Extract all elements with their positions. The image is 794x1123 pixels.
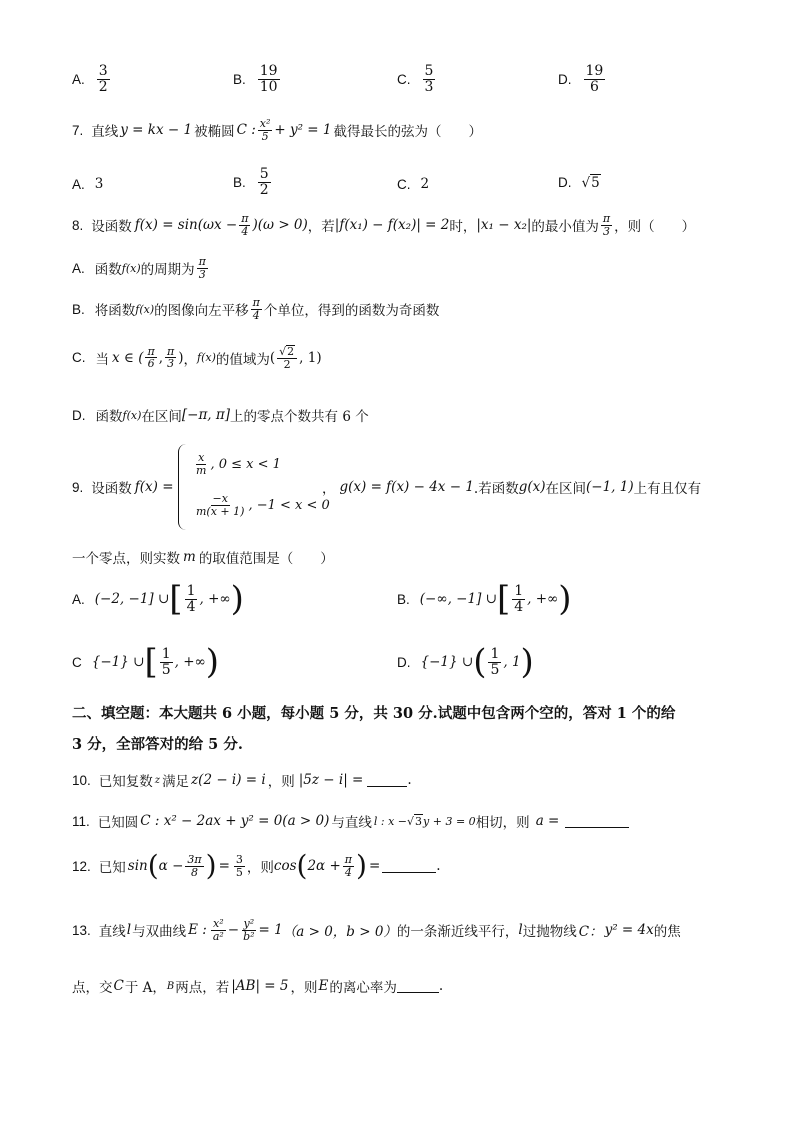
- bracket-left: [: [169, 579, 183, 619]
- fraction: $\frac{1}{4}$: [514, 582, 524, 615]
- q6-option-d[interactable]: [558, 64, 607, 94]
- fraction: $\frac{5}{3}$: [424, 63, 434, 95]
- answer-blank[interactable]: [397, 980, 439, 993]
- bracket-right: ): [558, 579, 572, 619]
- bracket-right: ): [205, 642, 220, 682]
- q9-option-b[interactable]: B. (−∞, −1] ∪ [ $\frac{1}{4}$ , +∞ ): [397, 579, 572, 619]
- q7-option-a[interactable]: A. 3: [72, 176, 104, 192]
- fraction: $\frac{3}{5}$: [235, 852, 243, 879]
- fraction: $\frac{1}{5}$: [490, 645, 500, 678]
- question-13-line1: 13. 直线 l 与双曲线 E : $\frac{\text{x²}}{\text{a²}}$ − $\frac{\text{y²}}{\text{b²}}$ = 1 （a > 0，b > 0） 的一条渐近线平行， l 过抛物线 C： y² = 4x 的焦: [72, 917, 681, 943]
- question-12: 12. 已知 sin ( α − $\frac{3\pi}{8}$ ) = $\frac{3}{5}$ ，则 cos ( 2α + $\frac{\pi}{4}$ ) = .: [72, 849, 441, 882]
- sqrt-symbol: √ 5: [581, 175, 600, 191]
- answer-blank[interactable]: [565, 815, 629, 828]
- q6-option-a[interactable]: [72, 64, 112, 94]
- sqrt-symbol: √ 2: [279, 345, 295, 358]
- fraction: $\frac{\pi}{3}$: [602, 212, 611, 238]
- fraction: √ 2 2: [277, 345, 297, 370]
- question-7: 7. 直线 y = kx − 1 被椭圆 C : $\frac{\text{x²}}{5}$ + y² = 1 截得最长的弦为（ ）: [72, 117, 482, 143]
- option-label: D.: [558, 71, 572, 87]
- question-10: 10. 已知复数 z 满足 z(2 − i) = i ，则 |5z − i| = .: [72, 772, 412, 790]
- section-2-heading-line1: 二、填空题：本大题共 6 小题，每小题 5 分，共 30 分.试题中包含两个空的，答对 1 个的给: [72, 705, 676, 722]
- question-9-line1-rest: ， g(x) = f(x) − 4x − 1 .若函数 g(x) 在区间 (−1, 1) 上有且仅有: [322, 479, 702, 497]
- q9-option-a[interactable]: A. (−2, −1] ∪ [ $\frac{1}{4}$ , +∞ ): [72, 579, 244, 619]
- q9-option-d[interactable]: D. {−1} ∪ ( $\frac{1}{5}$ , 1 ): [397, 642, 534, 682]
- fraction: $\frac{\pi}{3}$: [198, 255, 206, 281]
- q7-option-b[interactable]: B. $\frac{5}{2}$: [233, 166, 269, 198]
- option-label: A.: [72, 71, 85, 87]
- fraction: $\frac{19}{10}$: [259, 63, 278, 95]
- q8-option-b[interactable]: B. 将函数 f(x) 的图像向左平移 $\frac{\pi}{4}$ 个单位，得到的函数为奇函数: [72, 296, 440, 322]
- q9-option-c[interactable]: C {−1} ∪ [ $\frac{1}{5}$ , +∞ ): [72, 642, 220, 682]
- q6-option-b[interactable]: [233, 64, 282, 94]
- q6-option-c[interactable]: [397, 64, 437, 94]
- q7-option-d[interactable]: D. √ 5: [558, 175, 600, 191]
- answer-blank[interactable]: [382, 860, 436, 873]
- fraction: $\frac{3\pi}{8}$: [187, 852, 202, 879]
- fraction: $\frac{\pi}{4}$: [252, 296, 260, 322]
- fraction: $\frac{19}{6}$: [585, 63, 604, 95]
- fraction: $\frac{1}{5}$: [161, 645, 171, 678]
- fraction: $\frac{3}{2}$: [98, 63, 108, 95]
- fraction: $\frac{\text{x²}}{\text{a²}}$: [212, 917, 224, 943]
- section-2-heading-line2: 3 分，全部答对的给 5 分.: [72, 736, 243, 753]
- q7-option-c[interactable]: C. 2: [397, 176, 430, 192]
- piecewise-brace: [178, 444, 189, 530]
- option-label: C.: [397, 71, 411, 87]
- q8-option-a[interactable]: A. 函数 f(x) 的周期为 $\frac{\pi}{3}$: [72, 255, 206, 281]
- fraction: $\frac{\pi}{6}$: [147, 344, 155, 371]
- fraction: $\frac{\pi}{3}$: [167, 344, 175, 371]
- fraction: $\frac{1}{4}$: [186, 582, 196, 615]
- question-9-line1: 9. 设函数 f(x) =: [72, 479, 174, 497]
- q8-option-d[interactable]: D. 函数 f(x) 在区间 [−π, π] 上的零点个数共有 6 个: [72, 407, 369, 425]
- answer-blank[interactable]: [367, 774, 407, 787]
- question-13-line2: 点，交 C 于 A， B 两点，若 |AB| = 5 ，则 E 的离心率为 .: [72, 978, 444, 996]
- bracket-right: ): [520, 642, 534, 682]
- bracket-left: [: [496, 579, 511, 619]
- bracket-left: [: [144, 642, 158, 682]
- sqrt-symbol: √ 3: [407, 815, 423, 828]
- bracket-right: ): [230, 579, 244, 619]
- fraction: $\frac{5}{2}$: [259, 166, 269, 198]
- fraction: $\frac{\pi}{4}$: [241, 212, 249, 238]
- question-8: 8. 设函数 f(x) = sin(ωx − $\frac{\pi}{4}$ )(ω > 0) ，若 |f(x₁) − f(x₂)| = 2 时， |x₁ − x₂| 的最小值为 $\frac{\pi}{3}$ ，则（ ）: [72, 212, 696, 238]
- question-9-line2: 一个零点，则实数 m 的取值范围是（ ）: [72, 549, 334, 567]
- option-label: B.: [233, 71, 246, 87]
- fraction: $\frac{x}{m}$: [196, 450, 207, 477]
- fraction: $\frac{-x}{m(x + 1)}$: [196, 491, 245, 518]
- question-11: 11. 已知圆 C : x² − 2ax + y² = 0(a > 0) 与直线 l : x − √ 3 y + 3 = 0 相切，则 a =: [72, 811, 629, 831]
- q8-option-c[interactable]: C. 当 x ∈ ( $\frac{\pi}{6}$ , $\frac{\pi}{3}$ ) ， f(x) 的值域为 ( √ 2 2 , 1): [72, 344, 322, 371]
- piecewise-cases: $\frac{x}{m}$ , 0 ≤ x < 1 $\frac{-x}{m(x + 1)}$ , −1 < x < 0: [196, 450, 330, 518]
- fraction: $\frac{\pi}{4}$: [344, 852, 352, 879]
- fraction: $\frac{\text{y²}}{\text{b²}}$: [243, 917, 255, 943]
- bracket-left: (: [473, 642, 487, 682]
- fraction: $\frac{\text{x²}}{5}$: [259, 117, 271, 143]
